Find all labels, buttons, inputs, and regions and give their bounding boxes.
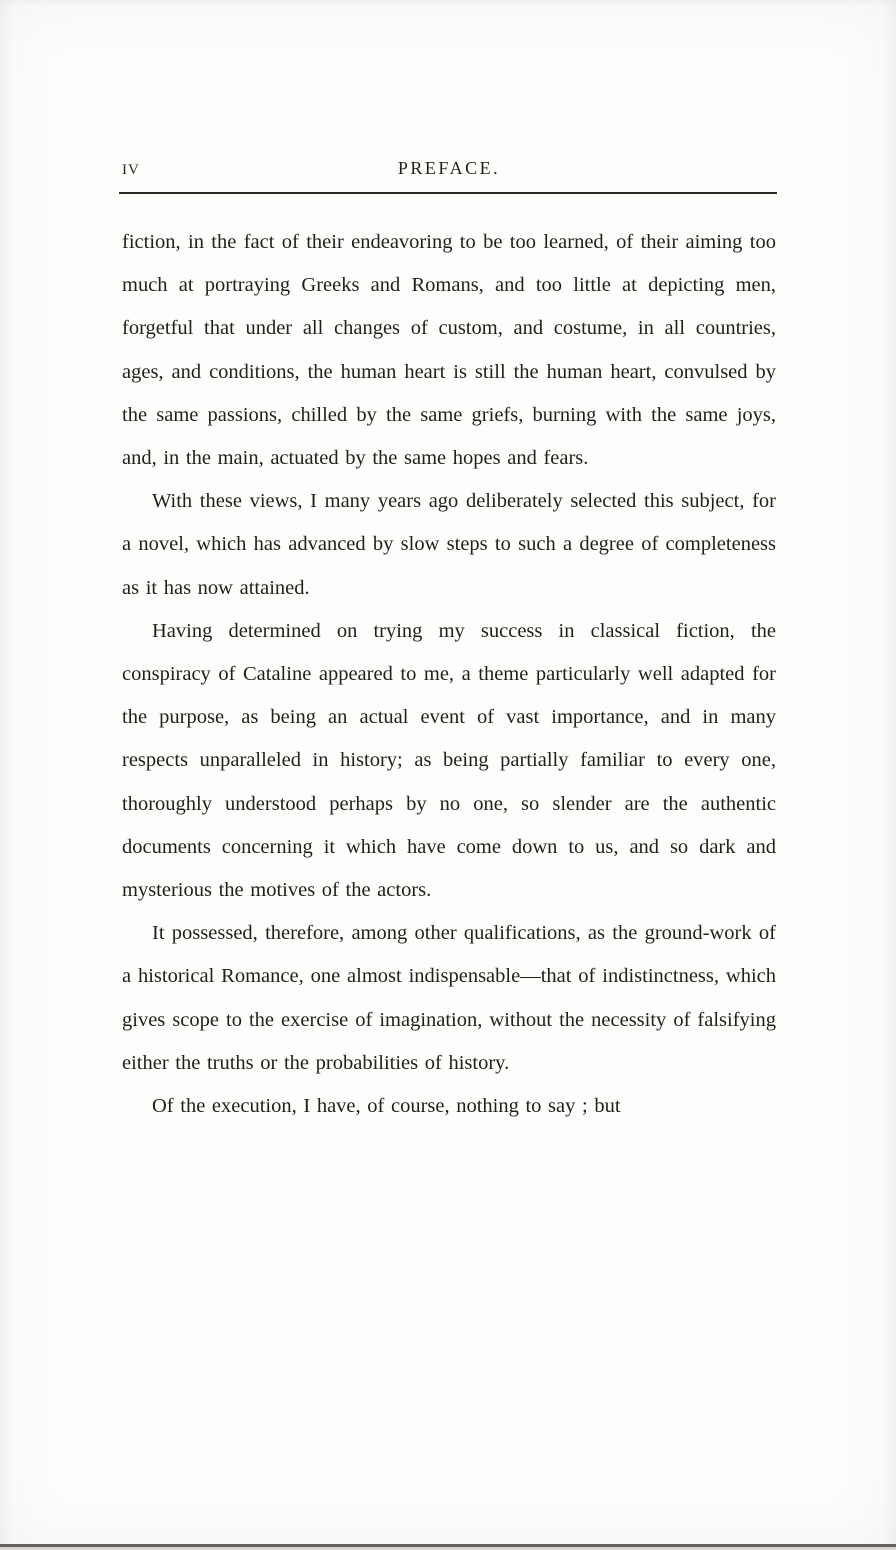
page-body [122,221,776,1128]
header-rule [119,192,777,194]
paragraph-4: It possessed, therefore, among other qualifications, as the ground-work of a historical Romance, one almost indispensable—that of indistinctness, which gives scope to the exercise of imagination, without the necessity of falsifying either the truths or the probabilities of history. [122,922,776,1074]
running-title: PREFACE. [397,158,501,178]
paragraph-5: Of the execution, I have, of course, nothing to say ; but [152,1095,621,1118]
page-number: IV [122,162,140,178]
paragraph-1: fiction, in the fact of their endeavoring to be too learned, of their aiming too much at portraying Greeks and Romans, and too little at depicting men, forgetful that under all changes of custom, and costume, in all countries, ages, and conditions, the human heart is still the human heart, convulsed by the same passions, chilled by the same griefs, burning with the same joys, and, in the main, actuated by the same hopes and fears. [122,231,776,470]
paragraph-3: Having determined on trying my success in classical fiction, the conspiracy of Cataline appeared to me, a theme particularly well adapted for the purpose, as being an actual event of vast importance, and in many respects unparalleled in history; as being partially familiar to every one, thoroughly understood perhaps by no one, so slender are the authentic documents concerning it which have come down to us, and so dark and mysterious the motives of the actors. [122,619,776,902]
page-header [122,156,776,184]
scan-page-edge-line [0,1544,896,1547]
paragraph-2: With these views, I many years ago deliberately selected this subject, for a novel, which has advanced by slow steps to such a degree of completeness as it has now attained. [122,490,776,599]
